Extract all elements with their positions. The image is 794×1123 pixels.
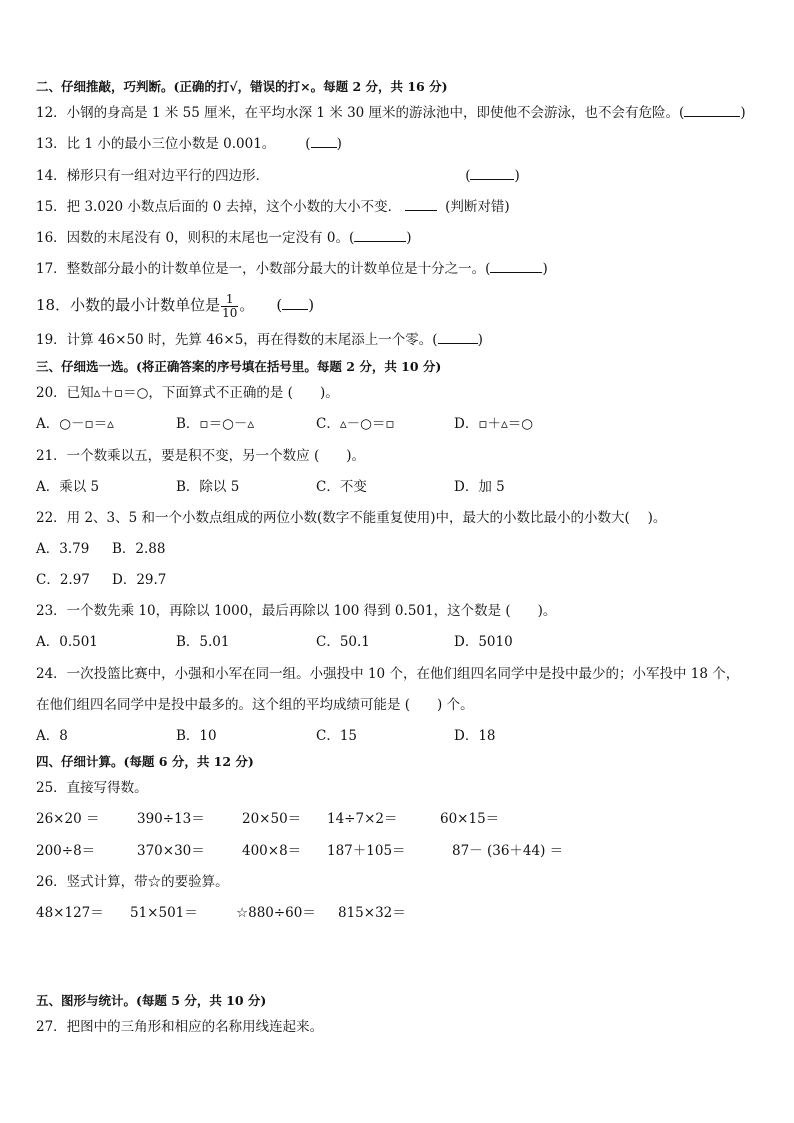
fraction: $\frac{1}{10}$ [222,291,238,320]
option-c[interactable]: C．不变 [316,479,367,495]
question-21-text: 21．一个数乘以五，要是积不变，另一个数应 ( )。 [36,448,366,464]
question-14: 14．梯形只有一组对边平行的四边形． ( ) [36,168,520,184]
question-13-text: 13．比 1 小的最小三位小数是 0.001。 [36,136,276,152]
question-17-text: 17．整数部分最小的计数单位是一，小数部分最大的计数单位是十分之一。( [36,261,491,277]
option-c[interactable]: C．▵－○＝▫ [316,416,395,432]
answer-blank[interactable] [470,167,514,180]
question-16: 16．因数的末尾没有 0，则积的末尾也一定没有 0。( ) [36,230,412,246]
question-27-text: 27．把图中的三角形和相应的名称用线连起来。 [36,1019,324,1035]
question-25-text: 25．直接写得数。 [36,780,148,796]
option-a[interactable]: A．乘以 5 [36,479,100,495]
option-b[interactable]: B．2.88 [112,541,166,557]
option-a[interactable]: A．3.79 [36,541,90,557]
calc-item: 370×30＝ [137,843,205,859]
calc-item: 87－ (36＋44) ＝ [452,843,564,859]
option-a[interactable]: A．○－▫＝▵ [36,416,114,432]
calc-item: 60×15＝ [440,811,500,827]
option-d[interactable]: D．5010 [454,634,513,650]
section-3-heading: 三、仔细选一选。(将正确答案的序号填在括号里。每题 2 分，共 10 分) [36,359,442,374]
calc-item: 390÷13＝ [137,811,205,827]
question-12-text: 12．小钢的身高是 1 米 55 厘米，在平均水深 1 米 30 厘米的游泳池中，即使他不会游泳，也不会有危险。( [36,105,685,121]
calc-item: 400×8＝ [242,843,302,859]
calc-item: 51×501＝ [130,905,198,921]
answer-blank[interactable] [311,135,337,148]
option-c[interactable]: C．15 [316,728,358,744]
option-a[interactable]: A．8 [36,728,68,744]
question-12: 12．小钢的身高是 1 米 55 厘米，在平均水深 1 米 30 厘米的游泳池中，即使他不会游泳，也不会有危险。( ) [36,105,746,121]
option-a[interactable]: A．0.501 [36,634,98,650]
calc-item: 187＋105＝ [327,843,406,859]
question-13: 13．比 1 小的最小三位小数是 0.001。 ( ) [36,136,342,152]
answer-blank[interactable] [282,297,308,310]
section-5-heading: 五、图形与统计。(每题 5 分，共 10 分) [36,993,267,1008]
question-15-text: 15．把 3.020 小数点后面的 0 去掉，这个小数的大小不变． [36,199,402,215]
question-14-text: 14．梯形只有一组对边平行的四边形． [36,168,270,184]
calc-item: 200÷8＝ [36,843,96,859]
answer-blank[interactable] [405,198,437,211]
question-24-line-1: 24．一次投篮比赛中，小强和小军在同一组。小强投中 10 个，在他们组四名同学中是投中最少的；小军投中 18 个， [36,666,740,682]
section-4-heading: 四、仔细计算。(每题 6 分，共 12 分) [36,754,254,769]
calc-item: 815×32＝ [338,905,406,921]
calc-item: ☆880÷60＝ [236,905,316,921]
answer-blank[interactable] [438,331,478,344]
question-18-text: 18．小数的最小计数单位是 [36,296,221,314]
option-d[interactable]: D．加 5 [454,479,505,495]
calc-item: 20×50＝ [242,811,302,827]
question-19-text: 19．计算 46×50 时，先算 46×5，再在得数的末尾添上一个零。( [36,332,438,348]
question-18: 18．小数的最小计数单位是 $\frac{1}{10}$ 。 ( ) [36,291,315,320]
question-15: 15．把 3.020 小数点后面的 0 去掉，这个小数的大小不变． (判断对错) [36,199,510,215]
question-26-text: 26．竖式计算，带☆的要验算。 [36,874,229,890]
option-b[interactable]: B．▫＝○－▵ [176,416,255,432]
option-d[interactable]: D．29.7 [112,572,167,588]
question-16-text: 16．因数的末尾没有 0，则积的末尾也一定没有 0。( [36,230,355,246]
question-24-line-2: 在他们组四名同学中是投中最多的。这个组的平均成绩可能是 ( ) 个。 [36,697,474,713]
option-d[interactable]: D．18 [454,728,496,744]
question-17: 17．整数部分最小的计数单位是一，小数部分最大的计数单位是十分之一。( ) [36,261,548,277]
answer-blank[interactable] [684,104,740,117]
calc-item: 14÷7×2＝ [327,811,398,827]
question-20-text: 20．已知▵＋▫＝○，下面算式不正确的是 ( )。 [36,385,339,401]
calc-item: 48×127＝ [36,905,104,921]
option-d[interactable]: D．▫＋▵＝○ [454,416,534,432]
option-b[interactable]: B．5.01 [176,634,230,650]
calc-item: 26×20 ＝ [36,811,100,827]
question-22-text: 22．用 2、3、5 和一个小数点组成的两位小数(数字不能重复使用)中，最大的小数比最小的小数大( )。 [36,510,667,526]
option-b[interactable]: B．10 [176,728,217,744]
option-b[interactable]: B．除以 5 [176,479,240,495]
option-c[interactable]: C．2.97 [36,572,90,588]
question-19: 19．计算 46×50 时，先算 46×5，再在得数的末尾添上一个零。( ) [36,332,483,348]
answer-blank[interactable] [354,229,406,242]
option-c[interactable]: C．50.1 [316,634,370,650]
question-23-text: 23．一个数先乘 10，再除以 1000，最后再除以 100 得到 0.501，这个数是 ( )。 [36,603,557,619]
section-2-heading: 二、仔细推敲，巧判断。(正确的打√，错误的打×。每题 2 分，共 16 分) [36,79,448,94]
answer-blank[interactable] [490,260,542,273]
